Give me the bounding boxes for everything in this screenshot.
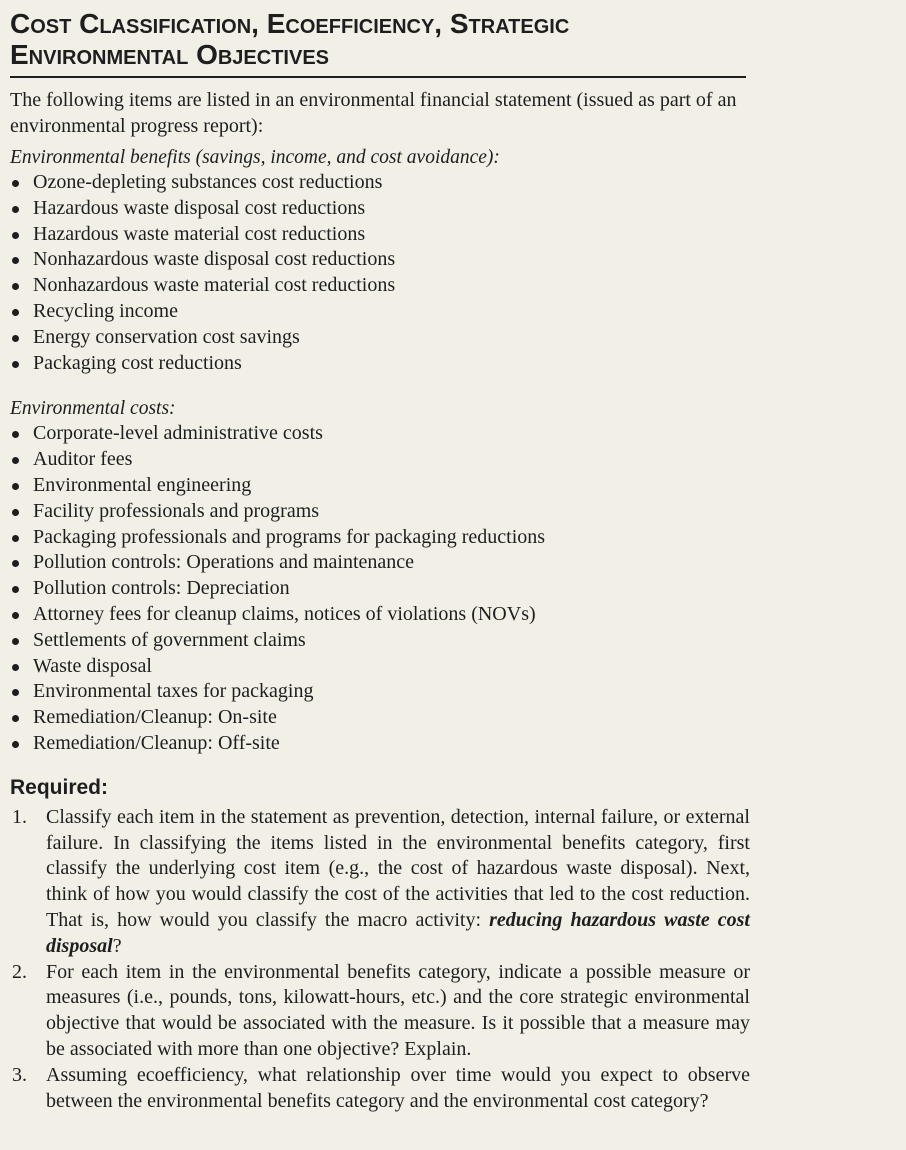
list-item-text: Pollution controls: Operations and maintenance xyxy=(33,551,415,574)
question-number: 3. xyxy=(12,1063,27,1086)
list-item xyxy=(10,679,750,705)
bullet-icon xyxy=(12,535,19,542)
list-item-text: Environmental taxes for packaging xyxy=(33,680,314,703)
costs-list xyxy=(10,421,750,756)
list-item-text: Nonhazardous waste material cost reductions xyxy=(33,274,396,297)
bullet-icon xyxy=(12,431,19,438)
bullet-icon xyxy=(12,257,19,264)
list-item-text: Packaging cost reductions xyxy=(33,351,242,374)
section-spacer xyxy=(10,376,750,390)
bullet-icon xyxy=(12,457,19,464)
bullet-icon xyxy=(12,309,19,316)
list-item xyxy=(10,421,750,447)
list-item-text: Nonhazardous waste disposal cost reductions xyxy=(33,248,396,271)
title-line-1: Cost Classification, Ecoefficiency, Strategic xyxy=(10,8,570,39)
list-item xyxy=(10,325,750,351)
list-item-text: Remediation/Cleanup: Off-site xyxy=(33,731,280,754)
list-item xyxy=(10,550,750,576)
question-text: Assuming ecoefficiency, what relationship over time would you expect to observe between the environmental benefits category and the environmental cost category? xyxy=(46,1063,750,1112)
list-item-text: Hazardous waste disposal cost reductions xyxy=(33,196,366,219)
list-item xyxy=(10,196,750,222)
required-questions xyxy=(10,805,750,1115)
list-item xyxy=(10,731,750,757)
list-item xyxy=(10,247,750,273)
bullet-icon xyxy=(12,335,19,342)
title-line-2: Environmental Objectives xyxy=(10,39,329,70)
list-item-text: Pollution controls: Depreciation xyxy=(33,577,290,600)
list-item-text: Settlements of government claims xyxy=(33,628,306,651)
list-item xyxy=(10,525,750,551)
bullet-icon xyxy=(12,361,19,368)
bullet-icon xyxy=(12,509,19,516)
bullet-icon xyxy=(12,638,19,645)
list-item xyxy=(10,351,750,377)
list-item-text: Energy conservation cost savings xyxy=(33,325,300,348)
list-item-text: Attorney fees for cleanup claims, notices of violations (NOVs) xyxy=(33,602,536,625)
list-item xyxy=(10,447,750,473)
list-item xyxy=(10,628,750,654)
list-item xyxy=(10,602,750,628)
list-item xyxy=(10,576,750,602)
question-1 xyxy=(10,805,750,960)
list-item xyxy=(10,299,750,325)
benefits-label: Environmental benefits (savings, income, and cost avoidance): xyxy=(10,147,500,168)
bullet-icon xyxy=(12,741,19,748)
list-item xyxy=(10,273,750,299)
list-item-text: Environmental engineering xyxy=(33,473,252,496)
bullet-icon xyxy=(12,560,19,567)
bullet-icon xyxy=(12,715,19,722)
list-item xyxy=(10,222,750,248)
bullet-icon xyxy=(12,232,19,239)
list-item-text: Auditor fees xyxy=(33,448,133,471)
required-heading: Required: xyxy=(10,775,109,799)
page-title xyxy=(10,8,746,78)
list-item xyxy=(10,170,750,196)
list-item-text: Corporate-level administrative costs xyxy=(33,422,323,445)
document-page xyxy=(10,8,750,1114)
list-item-text: Ozone-depleting substances cost reductions xyxy=(33,171,383,193)
bullet-icon xyxy=(12,689,19,696)
question-text: Classify each item in the statement as prevention, detection, internal failure, or external failure. In classifying the items listed in the environmental benefits category, first classify the underlying cost item (e.g., the cost of hazardous waste disposal). Next, think of how you would classify the cost of the activities that led to the cost reduction. That is, how would you classify the macro activity: xyxy=(46,805,750,931)
intro-paragraph: The following items are listed in an environmental financial statement (issued as part of an environmental progress report): xyxy=(10,89,737,137)
question-number: 2. xyxy=(12,960,27,983)
bullet-icon xyxy=(12,664,19,671)
bullet-icon xyxy=(12,283,19,290)
costs-label: Environmental costs: xyxy=(10,398,176,420)
list-item-text: Facility professionals and programs xyxy=(33,499,320,522)
list-item xyxy=(10,473,750,499)
list-item xyxy=(10,705,750,731)
bullet-icon xyxy=(12,206,19,213)
question-number: 1. xyxy=(12,805,27,828)
list-item-text: Packaging professionals and programs for packaging reductions xyxy=(33,525,546,548)
list-item-text: Remediation/Cleanup: On-site xyxy=(33,706,277,729)
question-3 xyxy=(10,1063,750,1115)
question-2 xyxy=(10,960,750,1063)
bullet-icon xyxy=(12,612,19,619)
benefits-list xyxy=(10,170,750,376)
question-end: ? xyxy=(112,934,122,957)
list-item-text: Recycling income xyxy=(33,299,178,322)
list-item-text: Waste disposal xyxy=(33,654,152,677)
bullet-icon xyxy=(12,180,19,187)
bullet-icon xyxy=(12,483,19,490)
question-emphasis: reducing hazardous waste cost disposal xyxy=(46,908,750,957)
bullet-icon xyxy=(12,586,19,593)
list-item-text: Hazardous waste material cost reductions xyxy=(33,222,366,245)
list-item xyxy=(10,654,750,680)
list-item xyxy=(10,499,750,525)
question-text: For each item in the environmental benefits category, indicate a possible measure or measures (i.e., pounds, tons, kilowatt-hours, etc.) and the core strategic environmental objective that would be associated with the measure. Is it possible that a measure may be associated with more than one objective? Explain. xyxy=(46,960,750,1060)
